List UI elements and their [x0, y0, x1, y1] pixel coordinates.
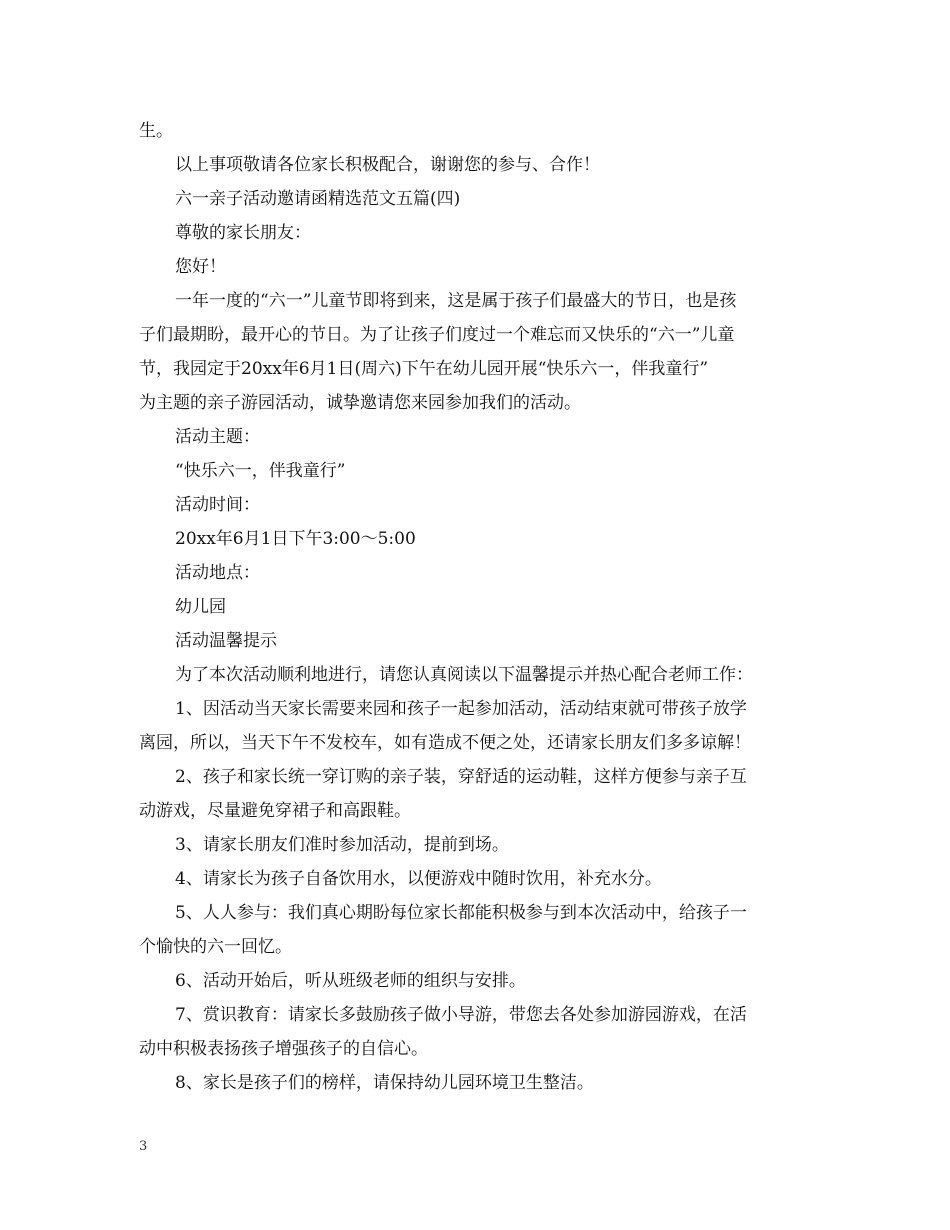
text-line: 活动温馨提示: [175, 631, 277, 651]
text-line: 尊敬的家长朋友：: [175, 223, 311, 243]
text-line: 离园，所以，当天下午不发校车，如有造成不便之处，还请家长朋友们多多谅解！: [139, 733, 751, 753]
text-line: 5、人人参与：我们真心期盼每位家长都能积极参与到本次活动中，给孩子一: [175, 903, 747, 923]
text-line: 动游戏，尽量避免穿裙子和高跟鞋。: [139, 801, 411, 821]
text-line: 7、赏识教育：请家长多鼓励孩子做小导游，带您去各处参加游园游戏，在活: [175, 1005, 747, 1025]
text-line: 动中积极表扬孩子增强孩子的自信心。: [139, 1039, 428, 1059]
text-line: 活动主题：: [175, 427, 260, 447]
text-line: 为主题的亲子游园活动，诚挚邀请您来园参加我们的活动。: [139, 393, 581, 413]
text-line: 1、因活动当天家长需要来园和孩子一起参加活动，活动结束就可带孩子放学: [175, 699, 747, 719]
text-line: 幼儿园: [175, 597, 226, 617]
page-number: 3: [139, 1139, 148, 1154]
text-line: “快乐六一，伴我童行”: [175, 461, 346, 481]
text-line: 以上事项敬请各位家长积极配合，谢谢您的参与、合作！: [175, 155, 600, 175]
text-line: 6、活动开始后，听从班级老师的组织与安排。: [175, 971, 526, 991]
document-body: [139, 114, 811, 1100]
text-line: 2、孩子和家长统一穿订购的亲子装，穿舒适的运动鞋，这样方便参与亲子互: [175, 767, 747, 787]
text-line: 4、请家长为孩子自备饮用水，以便游戏中随时饮用，补充水分。: [175, 869, 662, 889]
text-line: 节，我园定于20xx年6月1日(周六)下午在幼儿园开展“快乐六一，伴我童行”: [139, 359, 709, 379]
text-line: 生。: [139, 121, 173, 141]
text-line: 20xx年6月1日下午3:00～5:00: [175, 529, 416, 549]
text-line: 活动地点：: [175, 563, 260, 583]
text-line: 活动时间：: [175, 495, 260, 515]
text-line: 六一亲子活动邀请函精选范文五篇(四): [175, 189, 461, 209]
text-line: 3、请家长朋友们准时参加活动，提前到场。: [175, 835, 509, 855]
text-line: 子们最期盼，最开心的节日。为了让孩子们度过一个难忘而又快乐的“六一”儿童: [139, 325, 735, 345]
text-line: 您好！: [175, 257, 226, 277]
text-line: 个愉快的六一回忆。: [139, 937, 292, 957]
text-line: 一年一度的“六一”儿童节即将到来，这是属于孩子们最盛大的节日，也是孩: [175, 291, 737, 311]
text-line: 为了本次活动顺利地进行，请您认真阅读以下温馨提示并热心配合老师工作：: [175, 665, 753, 685]
text-line: 8、家长是孩子们的榜样，请保持幼儿园环境卫生整洁。: [175, 1073, 594, 1093]
